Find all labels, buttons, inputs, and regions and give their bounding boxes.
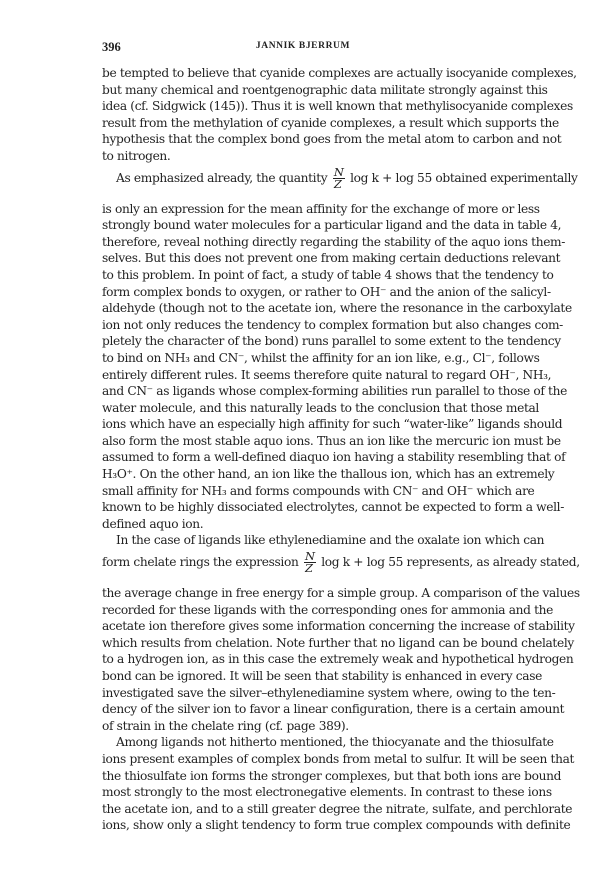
text-line: H₃O⁺. On the other hand, an ion like the thallous ion, which has an extremely	[102, 467, 555, 482]
text-line: investigated save the silver–ethylenediamine system where, owing to the ten-	[102, 685, 556, 700]
paragraph-3	[102, 532, 580, 734]
text-line: form complex bonds to oxygen, or rather to OH⁻ and the anion of the salicyl-	[102, 284, 551, 299]
text-line: most strongly to the most electronegative elements. In contrast to these ions	[102, 785, 552, 800]
text-line: ion not only reduces the tendency to complex formation but also changes com-	[102, 317, 563, 332]
text-line: and CN⁻ as ligands whose complex-forming abilities run parallel to those of the	[102, 384, 567, 399]
text-line: ions present examples of complex bonds from metal to sulfur. It will be seen that	[102, 751, 575, 766]
text-line: In the case of ligands like ethylenediamine and the oxalate ion which can	[116, 533, 545, 548]
formula-text-before: As emphasized already, the quantity	[116, 170, 328, 185]
formula-line	[102, 549, 580, 585]
text-line: be tempted to believe that cyanide complexes are actually isocyanide complexes,	[102, 66, 577, 80]
formula-text-before: form chelate rings the expression	[102, 555, 299, 570]
text-line: water molecule, and this naturally leads to the conclusion that those metal	[102, 400, 539, 415]
text-line: pletely the character of the bond) runs parallel to some extent to the tendency	[102, 334, 561, 349]
text-line: but many chemical and roentgenographic data militate strongly against this	[102, 82, 548, 97]
formula-text-after: log k + log 55 obtained experimentally	[350, 170, 578, 185]
text-line: known to be highly dissociated electrolytes, cannot be expected to form a well-	[102, 500, 564, 515]
text-line: to bind on NH₃ and CN⁻, whilst the affinity for an ion like, e.g., Cl⁻, follows	[102, 350, 540, 365]
text-line: aldehyde (though not to the acetate ion, where the resonance in the carboxylate	[102, 301, 572, 316]
text-line: acetate ion therefore gives some information concerning the increase of stability	[102, 619, 575, 634]
running-head: JANNIK BJERRUM	[255, 41, 351, 51]
paragraph-4	[102, 734, 575, 834]
text-line: the thiosulfate ion forms the stronger complexes, but that both ions are bound	[102, 768, 562, 783]
text-line: of strain in the chelate ring (cf. page 389).	[102, 718, 349, 733]
text-line: therefore, reveal nothing directly regarding the stability of the aquo ions them-	[102, 234, 566, 249]
text-line: ions which have an especially high affinity for such “water-like” ligands should	[102, 417, 563, 432]
text-line: defined aquo ion.	[102, 516, 204, 531]
body-text	[102, 65, 580, 834]
text-line: entirely different rules. It seems therefore quite natural to regard OH⁻, NH₃,	[102, 367, 552, 382]
fraction-n-over-z: $\frac{N}{Z}$	[304, 549, 315, 576]
formula-line	[102, 164, 578, 201]
text-line: strongly bound water molecules for a particular ligand and the data in table 4,	[102, 218, 562, 233]
paragraph-2	[102, 164, 578, 533]
page-header	[102, 40, 504, 56]
text-line: ions, show only a slight tendency to form true complex compounds with definite	[102, 818, 571, 833]
paragraph-1	[102, 65, 577, 165]
text-line: small affinity for NH₃ and forms compounds with CN⁻ and OH⁻ which are	[102, 483, 535, 498]
text-line: dency of the silver ion to favor a linear configuration, there is a certain amount	[102, 702, 565, 717]
text-line: the average change in free energy for a simple group. A comparison of the values	[102, 586, 580, 601]
text-line: Among ligands not hitherto mentioned, the thiocyanate and the thiosulfate	[116, 735, 554, 750]
text-line: result from the methylation of cyanide complexes, a result which supports the	[102, 115, 559, 130]
text-line: to nitrogen.	[102, 148, 171, 163]
text-line: hypothesis that the complex bond goes from the metal atom to carbon and not	[102, 132, 562, 147]
text-line: to a hydrogen ion, as in this case the extremely weak and hypothetical hydrogen	[102, 652, 574, 667]
text-line: the acetate ion, and to a still greater degree the nitrate, sulfate, and perchlorate	[102, 801, 573, 816]
text-line: bond can be ignored. It will be seen that stability is enhanced in every case	[102, 669, 542, 683]
text-line: which results from chelation. Note further that no ligand can be bound chelately	[102, 635, 574, 650]
text-line: selves. But this does not prevent one from making certain deductions relevant	[102, 251, 561, 266]
text-line: is only an expression for the mean affinity for the exchange of more or less	[102, 201, 540, 216]
text-line: idea (cf. Sidgwick (145)). Thus it is well known that methylisocyanide complexes	[102, 99, 573, 114]
page-number: 396	[102, 40, 121, 54]
fraction-n-over-z: $\frac{N}{Z}$	[333, 164, 344, 191]
text-line: to this problem. In point of fact, a study of table 4 shows that the tendency to	[102, 267, 554, 282]
formula-text-after: log k + log 55 represents, as already stated,	[321, 555, 580, 570]
text-line: recorded for these ligands with the corresponding ones for ammonia and the	[102, 602, 554, 617]
text-line: also form the most stable aquo ions. Thus an ion like the mercuric ion must be	[102, 433, 561, 448]
text-line: assumed to form a well-defined diaquo ion having a stability resembling that of	[102, 450, 566, 465]
